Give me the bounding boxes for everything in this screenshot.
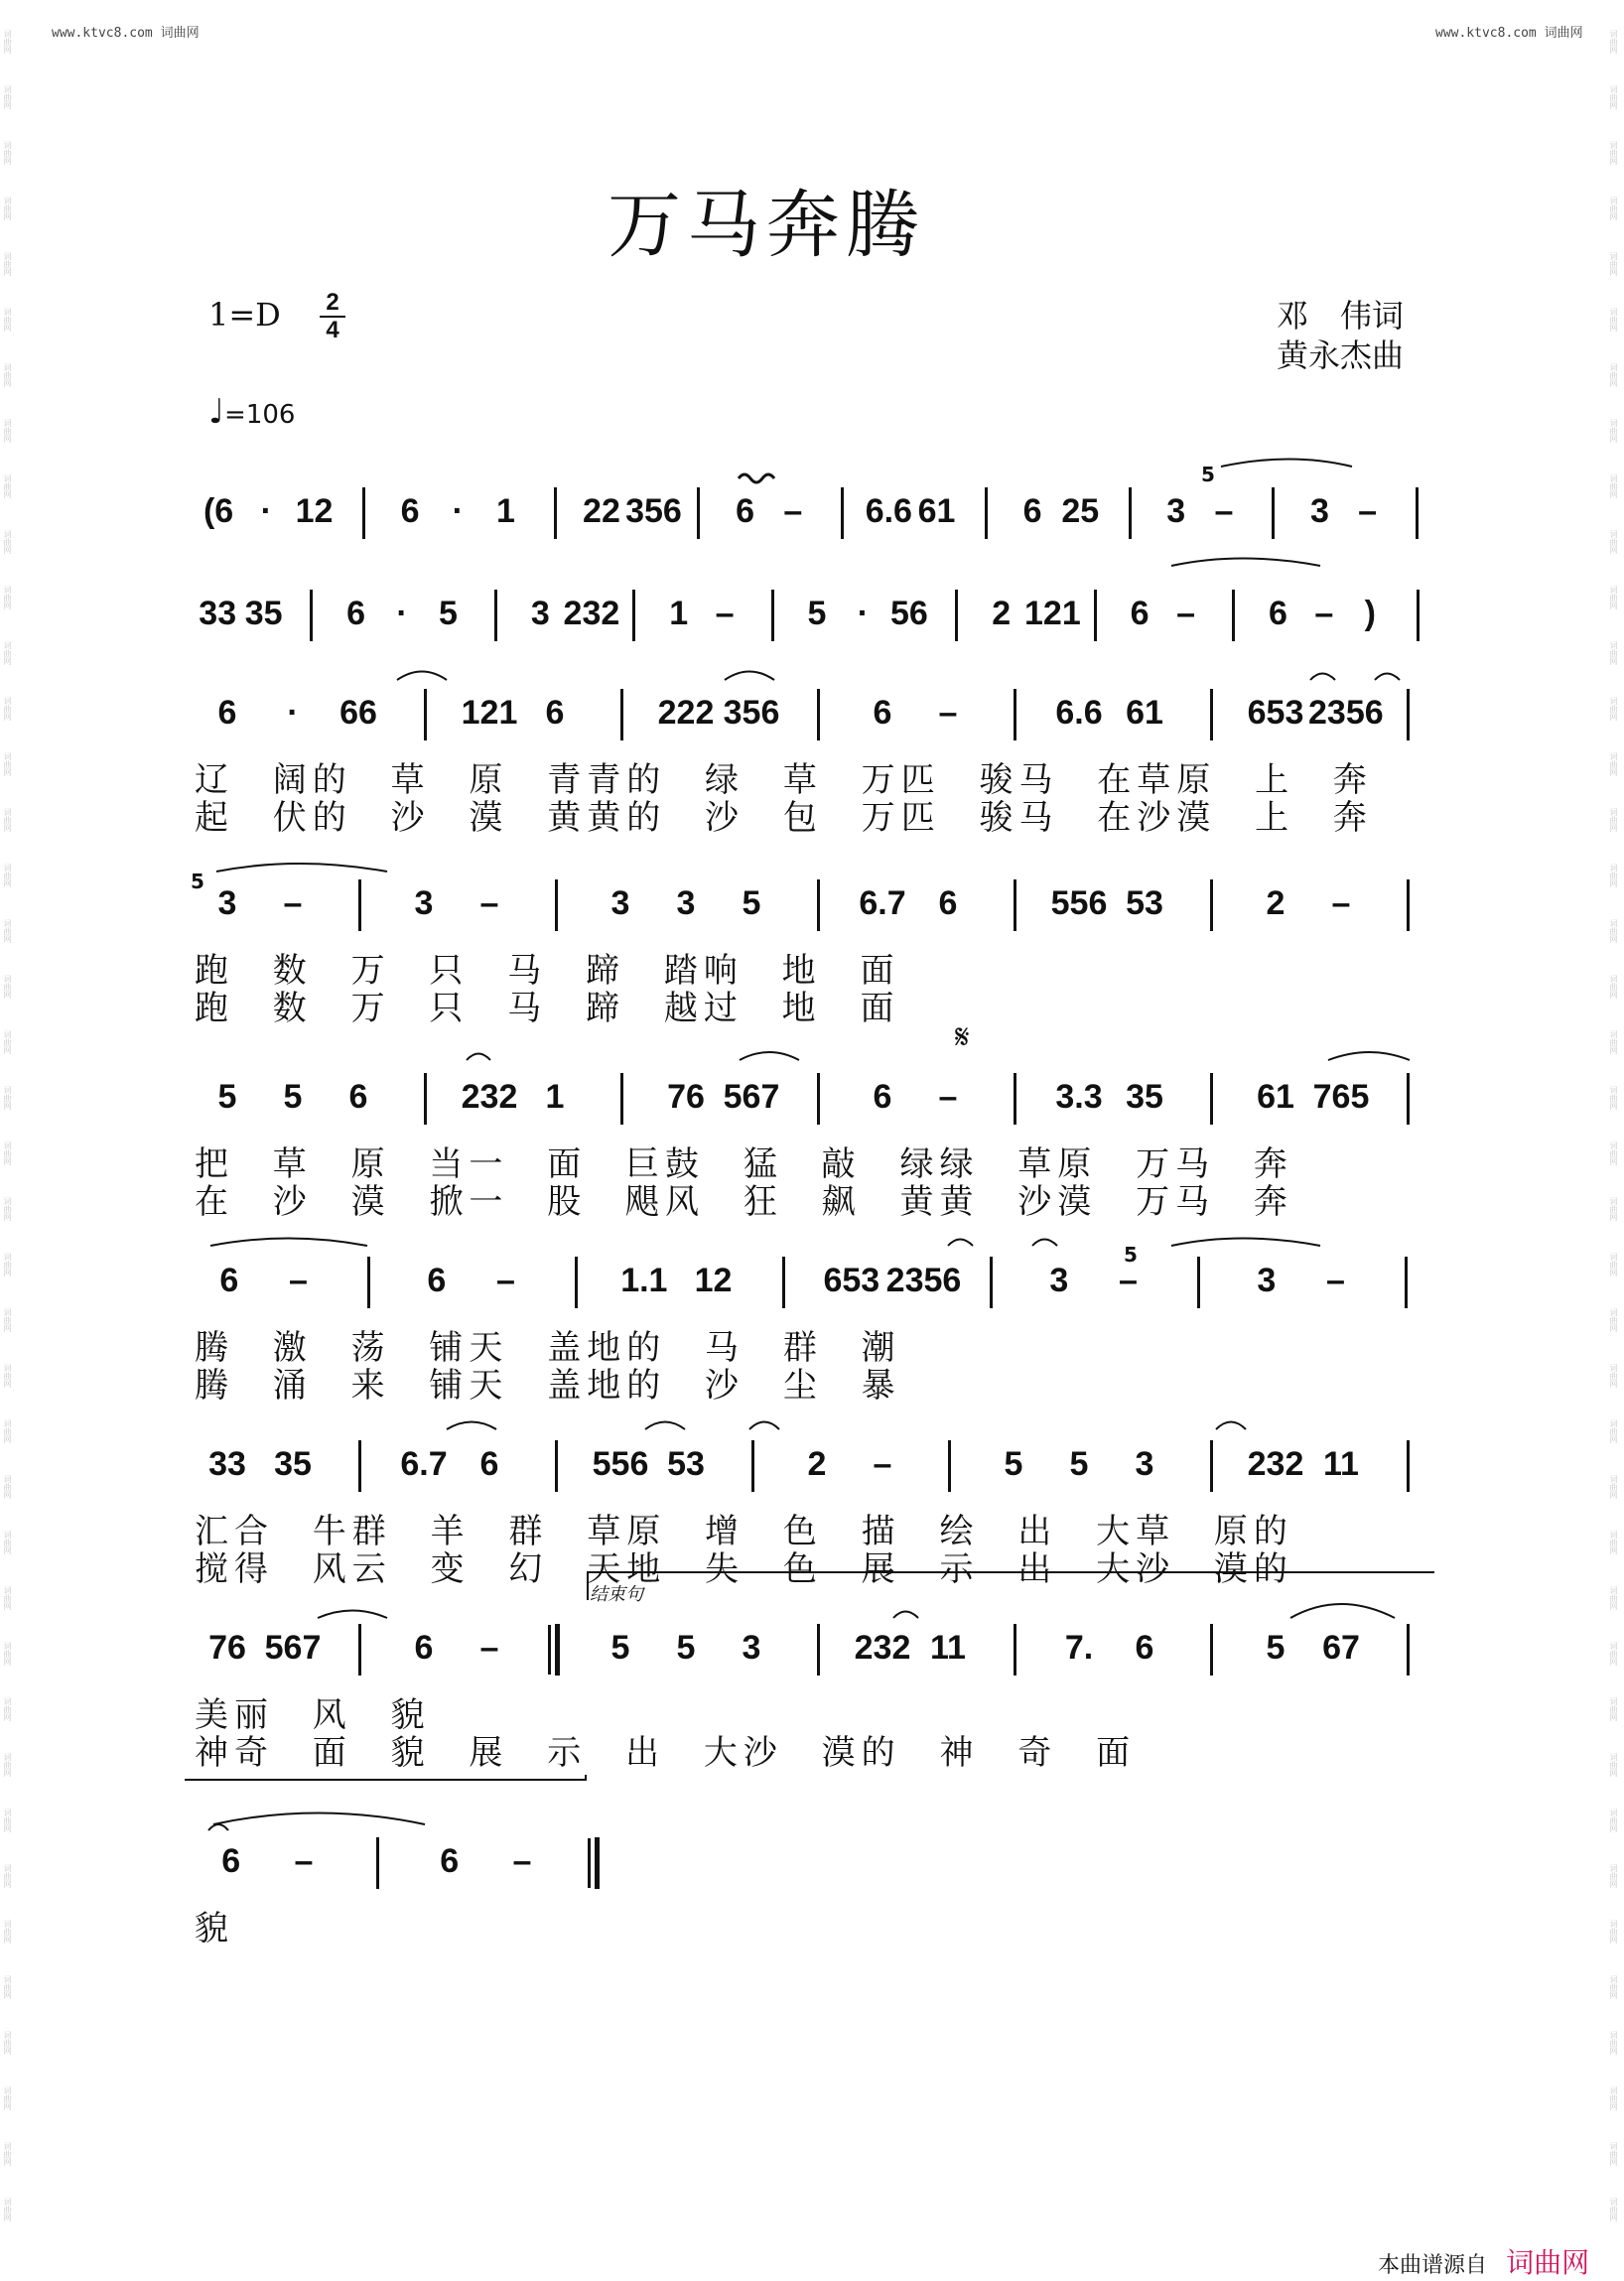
- note-token: –: [1214, 492, 1234, 530]
- note-token: 5: [1266, 1629, 1286, 1667]
- slur: [1290, 1604, 1395, 1618]
- note-token: 3: [414, 884, 434, 922]
- note-token: 35: [244, 595, 283, 632]
- note-token: 1: [545, 1078, 565, 1116]
- watermark-text: 词曲网: [3, 697, 12, 721]
- note-token: 33: [208, 1445, 246, 1483]
- note-token: 2356: [885, 1262, 962, 1299]
- note-token: 1.1: [620, 1262, 668, 1299]
- watermark-text: 词曲网: [3, 2086, 12, 2110]
- slur: [397, 672, 447, 681]
- note-token: –: [479, 1629, 499, 1667]
- note-token: 3: [1135, 1445, 1154, 1483]
- note-token: 6: [217, 694, 237, 732]
- ending-bracket: [588, 1572, 1434, 1600]
- watermark-text: 词曲网: [3, 141, 12, 165]
- note-token: 6: [873, 694, 892, 732]
- footer-source: [1378, 2241, 1589, 2281]
- note-token: 6: [736, 492, 755, 530]
- watermark-text: 词曲网: [3, 1697, 12, 1721]
- slur: [1221, 460, 1352, 468]
- watermark-text: 词曲网: [1609, 1864, 1618, 1888]
- note-token: 11: [930, 1629, 966, 1667]
- note-token: 6: [348, 1078, 368, 1116]
- watermark-text: 词曲网: [1609, 1030, 1618, 1054]
- note-token: 121: [461, 694, 518, 732]
- time-signature-top: 2: [326, 289, 339, 316]
- note-token: 3: [1049, 1262, 1069, 1299]
- watermark-text: 词曲网: [3, 1531, 12, 1554]
- note-token: –: [1331, 884, 1351, 922]
- watermark-text: 词曲网: [3, 1308, 12, 1332]
- slur: [1310, 674, 1335, 681]
- ending-label: 结束句: [590, 1584, 643, 1605]
- slur: [1216, 1422, 1246, 1430]
- note-token: 6: [427, 1262, 447, 1299]
- watermark-text: 词曲网: [1609, 141, 1618, 165]
- watermark-text: 词曲网: [3, 530, 12, 554]
- watermark-text: 词曲网: [1609, 2086, 1618, 2110]
- watermark-text: 词曲网: [1609, 474, 1618, 498]
- note-token: 53: [667, 1445, 705, 1483]
- note-token: ·: [452, 492, 464, 530]
- watermark-text: 词曲网: [3, 975, 12, 999]
- note-token: 67: [1322, 1629, 1360, 1667]
- watermark-text: 词曲网: [3, 864, 12, 887]
- note-token: ·: [287, 694, 299, 732]
- note-token: 25: [1061, 492, 1100, 530]
- watermark-text: 词曲网: [1609, 30, 1618, 54]
- watermark-text: 词曲网: [3, 2198, 12, 2221]
- slur: [213, 1813, 425, 1825]
- note-token: 33: [199, 595, 237, 632]
- watermark-text: 词曲网: [3, 30, 12, 54]
- note-token: 5: [742, 884, 761, 922]
- watermark-text: 词曲网: [1609, 85, 1618, 109]
- watermark-text: 词曲网: [1609, 2198, 1618, 2221]
- note-token: (6: [203, 492, 234, 530]
- watermark-text: 词曲网: [1609, 2031, 1618, 2055]
- watermark-text: 词曲网: [3, 1975, 12, 1999]
- watermark-text: 词曲网: [3, 252, 12, 276]
- watermark-text: 词曲网: [3, 1920, 12, 1944]
- lyric-line: 跑 数 万 只 马 蹄 越过 地 面: [195, 989, 900, 1028]
- note-token: 6: [414, 1629, 434, 1667]
- grace-note: 5: [191, 870, 204, 893]
- watermark-text: 词曲网: [3, 2031, 12, 2055]
- note-token: –: [496, 1262, 515, 1299]
- watermark-text: 词曲网: [1609, 919, 1618, 943]
- note-token: 2: [1266, 884, 1286, 922]
- note-token: –: [938, 1078, 958, 1116]
- lyric-line: 汇合 牛群 羊 群 草原 增 色 描 绘 出 大草 原的: [195, 1512, 1293, 1551]
- watermark-text: 词曲网: [3, 1475, 12, 1499]
- watermark-text: 词曲网: [3, 419, 12, 443]
- watermark-text: 词曲网: [1609, 1753, 1618, 1777]
- lyric-line: 腾 激 荡 铺天 盖地的 马 群 潮: [195, 1328, 901, 1368]
- note-token: 6: [346, 595, 365, 632]
- note-token: 1: [669, 595, 689, 632]
- note-token: 5: [1069, 1445, 1089, 1483]
- watermark-text: 词曲网: [3, 1141, 12, 1165]
- note-token: 53: [1126, 884, 1163, 922]
- watermark-text: 词曲网: [3, 641, 12, 665]
- note-token: 6: [1130, 595, 1150, 632]
- watermark-text: 词曲网: [1609, 363, 1618, 387]
- note-token: 6: [938, 884, 958, 922]
- note-token: 6: [221, 1842, 241, 1880]
- watermark-text: 词曲网: [3, 197, 12, 220]
- watermark-text: 词曲网: [1609, 1253, 1618, 1276]
- note-token: 66: [339, 694, 377, 732]
- watermark-text: 词曲网: [3, 808, 12, 832]
- footer-label: 本曲谱源自: [1378, 2253, 1488, 2278]
- note-token: –: [1119, 1262, 1138, 1299]
- note-token: 61: [917, 492, 956, 530]
- note-token: 61: [1257, 1078, 1294, 1116]
- header-left-url[interactable]: www.ktvc8.com 词曲网: [52, 26, 200, 41]
- note-token: 232: [1247, 1445, 1304, 1483]
- note-token: 6: [479, 1445, 499, 1483]
- note-token: 6: [1022, 492, 1042, 530]
- watermark-text: 词曲网: [1609, 1975, 1618, 1999]
- note-token: 3.3: [1055, 1078, 1103, 1116]
- note-token: –: [1314, 595, 1334, 632]
- watermark-text: 词曲网: [1609, 1809, 1618, 1832]
- lyric-line: 辽 阔的 草 原 青青的 绿 草 万匹 骏马 在草原 上 奔: [195, 760, 1373, 800]
- watermark-text: 词曲网: [3, 1253, 12, 1276]
- slur: [725, 672, 774, 681]
- note-token: 3: [1166, 492, 1186, 530]
- note-token: 2356: [1308, 694, 1384, 732]
- turn-ornament: [739, 474, 774, 482]
- note-token: ·: [260, 492, 272, 530]
- watermark-text: 词曲网: [3, 1197, 12, 1221]
- watermark-text: 词曲网: [3, 1809, 12, 1832]
- note-token: 6: [400, 492, 420, 530]
- note-token: 232: [461, 1078, 518, 1116]
- watermark-text: 词曲网: [3, 363, 12, 387]
- watermark-text: 词曲网: [3, 1030, 12, 1054]
- note-token: 35: [1126, 1078, 1163, 1116]
- note-token: –: [783, 492, 803, 530]
- watermark-text: 词曲网: [3, 308, 12, 332]
- watermark-text: 词曲网: [3, 1864, 12, 1888]
- watermark-text: 词曲网: [1609, 419, 1618, 443]
- lyric-line: 在 沙 漠 掀一 股 飓风 狂 飙 黄黄 沙漠 万马 奔: [195, 1182, 1293, 1222]
- note-token: 6: [219, 1262, 239, 1299]
- note-token: –: [715, 595, 735, 632]
- note-token: 121: [1024, 595, 1081, 632]
- lyricist-credit: 邓 伟词: [1277, 297, 1405, 335]
- note-token: 61: [1126, 694, 1163, 732]
- note-token: 6.6: [865, 492, 912, 530]
- note-token: 222: [657, 694, 715, 732]
- fermata: [208, 1824, 228, 1830]
- watermark-text: 词曲网: [1609, 641, 1618, 665]
- slur: [210, 1239, 367, 1247]
- watermark-text: 词曲网: [1609, 1586, 1618, 1610]
- watermark-text: 词曲网: [1609, 1419, 1618, 1443]
- slur: [749, 1422, 779, 1430]
- slur: [1328, 1052, 1410, 1060]
- note-token: –: [479, 884, 499, 922]
- time-signature-bottom: 4: [326, 317, 339, 343]
- note-token: 3: [742, 1629, 761, 1667]
- note-token: –: [938, 694, 958, 732]
- watermark-text: 词曲网: [3, 919, 12, 943]
- note-token: –: [1326, 1262, 1345, 1299]
- watermark-text: 词曲网: [3, 586, 12, 609]
- slur: [318, 1611, 387, 1619]
- note-token: 356: [625, 492, 682, 530]
- watermark-text: 词曲网: [1609, 1308, 1618, 1332]
- watermark-text: 词曲网: [3, 2142, 12, 2166]
- lyric-line: 起 伏的 沙 漠 黄黄的 沙 包 万匹 骏马 在沙漠 上 奔: [195, 798, 1373, 838]
- note-token: 5: [807, 595, 827, 632]
- slur: [1171, 559, 1320, 567]
- note-token: 653: [1247, 694, 1304, 732]
- slur: [740, 1052, 799, 1060]
- note-token: –: [873, 1445, 892, 1483]
- note-token: ·: [857, 595, 870, 632]
- slur: [467, 1054, 490, 1061]
- watermark-text: 词曲网: [1609, 1086, 1618, 1110]
- slur: [645, 1422, 685, 1430]
- note-token: 3: [530, 595, 550, 632]
- slur: [948, 1240, 973, 1247]
- note-token: 567: [264, 1629, 322, 1667]
- watermark-text: 词曲网: [1609, 1141, 1618, 1165]
- note-token: 6: [440, 1842, 460, 1880]
- note-token: 6: [873, 1078, 892, 1116]
- note-token: 76: [667, 1078, 705, 1116]
- note-token: 5: [610, 1629, 630, 1667]
- slur: [216, 864, 387, 872]
- note-token: 6: [1268, 595, 1287, 632]
- key-signature: 1=D: [208, 296, 281, 334]
- watermark-text: 词曲网: [1609, 975, 1618, 999]
- grace-note: 5: [1201, 463, 1215, 486]
- note-token: 653: [823, 1262, 880, 1299]
- note-token: 2: [992, 595, 1012, 632]
- note-token: 12: [694, 1262, 733, 1299]
- note-token: 22: [583, 492, 620, 530]
- watermark-text: 词曲网: [1609, 697, 1618, 721]
- note-token: –: [1358, 492, 1378, 530]
- watermark-text: 词曲网: [3, 1753, 12, 1777]
- watermark-text: 词曲网: [1609, 252, 1618, 276]
- watermark-text: 词曲网: [1609, 1364, 1618, 1388]
- header-right-url[interactable]: www.ktvc8.com 词曲网: [1435, 26, 1583, 41]
- note-token: 56: [889, 595, 928, 632]
- note-token: 3: [1257, 1262, 1277, 1299]
- note-token: 1: [496, 492, 515, 530]
- note-token: 556: [592, 1445, 649, 1483]
- watermark-text: 词曲网: [3, 1586, 12, 1610]
- watermark-text: 词曲网: [1609, 1697, 1618, 1721]
- note-token: 6: [545, 694, 565, 732]
- watermark-text: 词曲网: [1609, 1475, 1618, 1499]
- watermark-text: 词曲网: [3, 1642, 12, 1666]
- watermark-text: 词曲网: [1609, 308, 1618, 332]
- watermark-text: 词曲网: [3, 752, 12, 776]
- lyric-line: 搅得 风云 变 幻 天地 失 色 展 示 出 大沙 漠的: [195, 1549, 1293, 1589]
- note-token: –: [294, 1842, 314, 1880]
- note-token: 5: [438, 595, 458, 632]
- note-token: 5: [1004, 1445, 1023, 1483]
- watermark-text: 词曲网: [3, 85, 12, 109]
- watermark-text: 词曲网: [1609, 1920, 1618, 1944]
- note-token: ): [1364, 595, 1376, 632]
- watermark-text: 词曲网: [1609, 197, 1618, 220]
- note-token: 11: [1323, 1445, 1359, 1483]
- note-token: ·: [396, 595, 408, 632]
- lyric-line: 腾 涌 来 铺天 盖地的 沙 尘 暴: [195, 1366, 901, 1406]
- footer-brand-link[interactable]: 词曲网: [1506, 2246, 1590, 2279]
- note-token: 12: [295, 492, 334, 530]
- note-token: 567: [723, 1078, 780, 1116]
- watermark-text: 词曲网: [3, 1419, 12, 1443]
- lyric-line: 貌: [195, 1909, 234, 1948]
- note-token: 6.6: [1055, 694, 1103, 732]
- note-token: 6.7: [400, 1445, 448, 1483]
- slur: [1375, 674, 1400, 681]
- watermark-text: 词曲网: [1609, 1531, 1618, 1554]
- note-token: 356: [723, 694, 780, 732]
- slur: [1032, 1240, 1057, 1247]
- watermark-text: 词曲网: [1609, 530, 1618, 554]
- note-token: 232: [854, 1629, 911, 1667]
- note-token: 7.: [1064, 1629, 1094, 1667]
- note-token: 3: [1309, 492, 1329, 530]
- lyric-line: 神奇 面 貌 展 示 出 大沙 漠的 神 奇 面: [195, 1733, 1137, 1773]
- note-token: 3: [676, 884, 696, 922]
- note-token: 3: [610, 884, 630, 922]
- composer-credit: 黄永杰曲: [1277, 336, 1405, 374]
- note-token: 5: [283, 1078, 303, 1116]
- watermark-text: 词曲网: [1609, 864, 1618, 887]
- lyric-line: 美丽 风 貌: [195, 1695, 431, 1735]
- note-token: 2: [807, 1445, 827, 1483]
- watermark-text: 词曲网: [3, 1364, 12, 1388]
- lyric-line: 把 草 原 当一 面 巨鼓 猛 敲 绿绿 草原 万马 奔: [195, 1144, 1293, 1184]
- watermark-text: 词曲网: [1609, 808, 1618, 832]
- note-token: 765: [1312, 1078, 1370, 1116]
- song-title: 万马奔腾: [608, 183, 925, 268]
- note-token: –: [1176, 595, 1195, 632]
- note-token: 232: [563, 595, 620, 632]
- note-token: 76: [208, 1629, 246, 1667]
- note-token: 5: [217, 1078, 237, 1116]
- tempo-value: =106: [224, 400, 296, 430]
- slur: [893, 1612, 918, 1619]
- note-token: 6.7: [859, 884, 906, 922]
- note-token: –: [283, 884, 303, 922]
- watermark-text: 词曲网: [1609, 752, 1618, 776]
- segno-mark: 𝄋: [955, 1017, 970, 1057]
- watermark-text: 词曲网: [1609, 2142, 1618, 2166]
- watermark-text: 词曲网: [1609, 1642, 1618, 1666]
- slur: [1171, 1239, 1320, 1247]
- note-token: 35: [274, 1445, 312, 1483]
- watermark-text: 词曲网: [1609, 586, 1618, 609]
- watermark-text: 词曲网: [1609, 1197, 1618, 1221]
- note-token: –: [512, 1842, 532, 1880]
- lyric-line: 跑 数 万 只 马 蹄 踏响 地 面: [195, 951, 900, 991]
- quarter-note-icon: ♩: [208, 392, 225, 432]
- grace-note: 5: [1124, 1243, 1138, 1267]
- watermark-text: 词曲网: [3, 1086, 12, 1110]
- ending-bracket: [185, 1775, 586, 1780]
- note-token: –: [289, 1262, 308, 1299]
- note-token: 3: [217, 884, 237, 922]
- note-token: 6: [1135, 1629, 1154, 1667]
- note-token: 556: [1050, 884, 1108, 922]
- note-token: 5: [676, 1629, 696, 1667]
- watermark-text: 词曲网: [3, 474, 12, 498]
- slur: [447, 1422, 496, 1430]
